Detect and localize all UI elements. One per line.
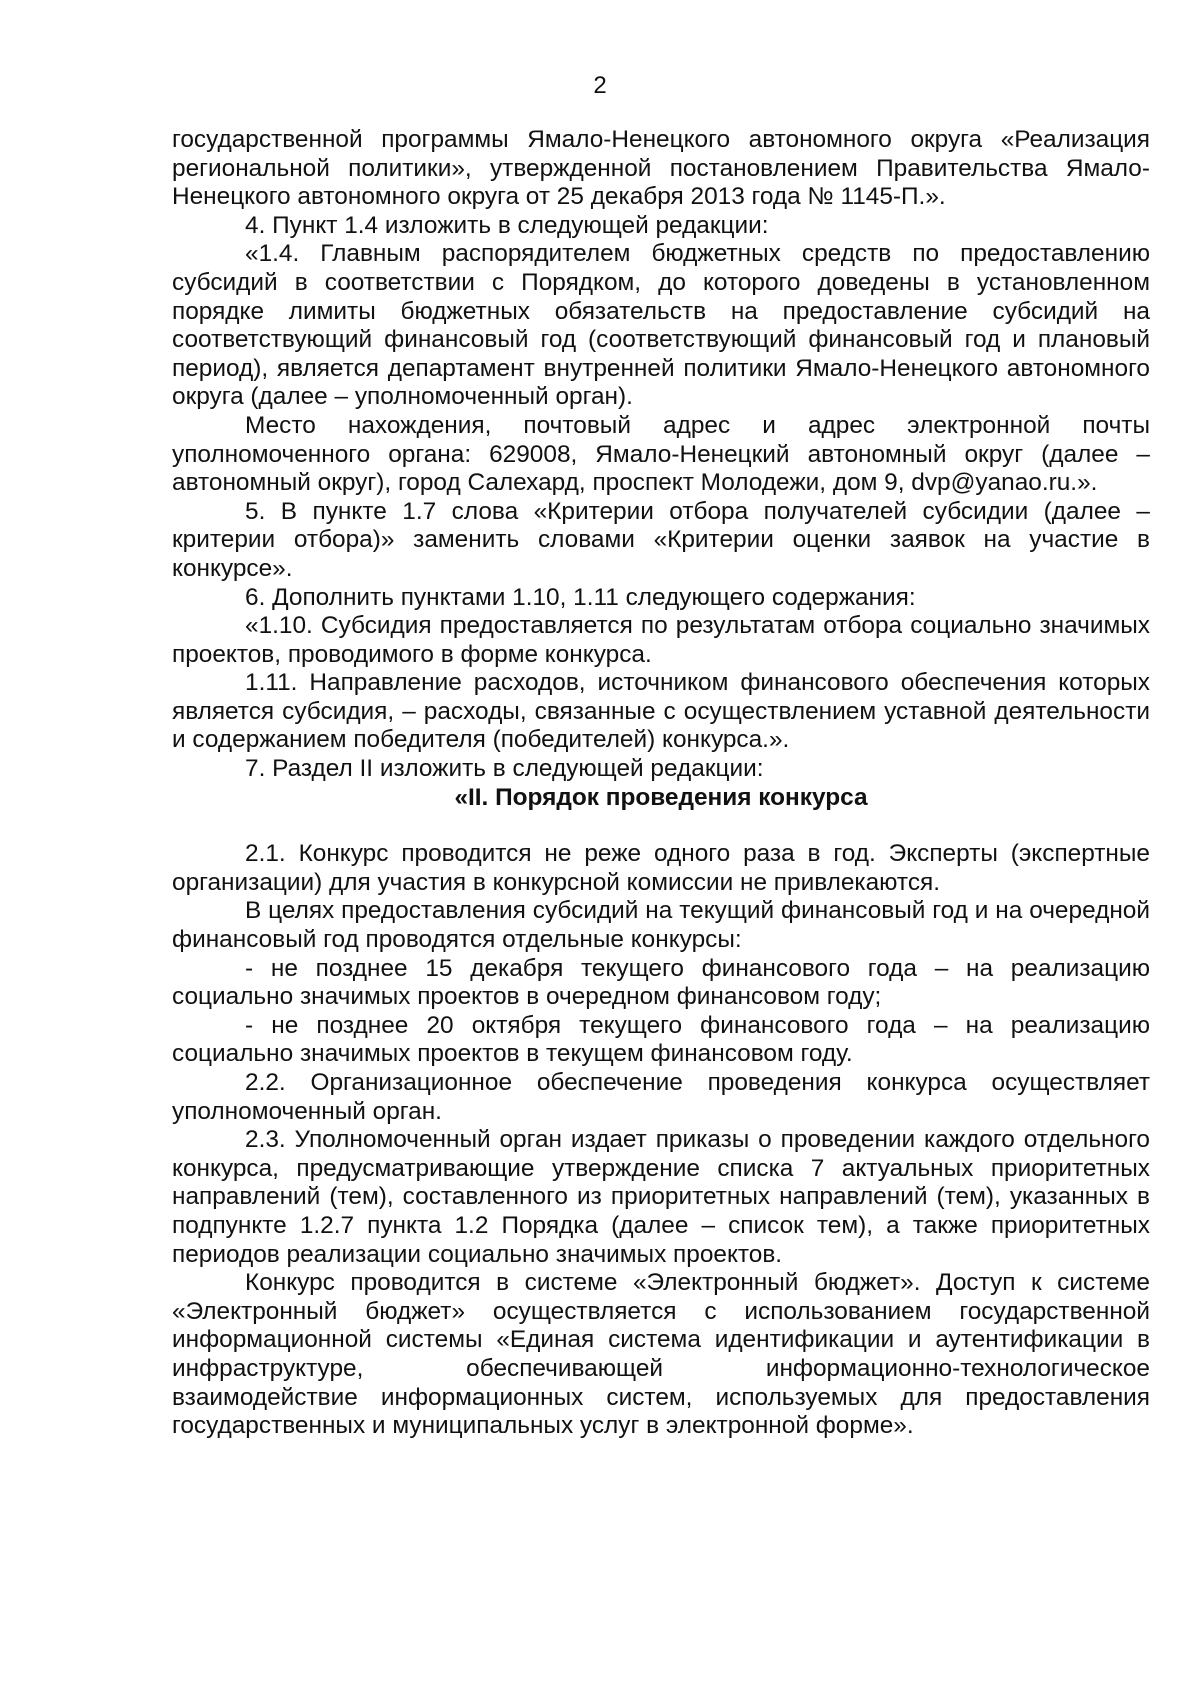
paragraph-clause-1-4: «1.4. Главным распорядителем бюджетных средств по предоставлению субсидий в соответствии с Порядком, до которого доведены в установленном порядке лимиты бюджетных обязательств на предоставление субсидий на соответствующий финансовый год (соответствующий финансовый год и плановый период), является департамент внутренней политики Ямало-Ненецкого автономного округа (далее – уполномоченный орган). [172,240,1150,411]
page-number: 2 [593,72,607,99]
paragraph-clause-2-1: 2.1. Конкурс проводится не реже одного раза в год. Эксперты (экспертные организации) для участия в конкурсной комиссии не привлекаются. [172,840,1150,896]
paragraph-program-continuation: государственной программы Ямало-Ненецкого автономного округа «Реализация региональной политики», утвержденной постановлением Правительства Ямало-Ненецкого автономного округа от 25 декабря 2013 года № 1145-П.». [172,126,1150,211]
paragraph-clause-1-11: 1.11. Направление расходов, источником финансового обеспечения которых является субсидия, – расходы, связанные с осуществлением уставной деятельности и содержанием победителя (победителей) конкурса.». [172,669,1150,754]
section-heading: «II. Порядок проведения конкурса [454,783,868,811]
paragraph-item-4: 4. Пункт 1.4 изложить в следующей редакции: [245,211,769,239]
paragraph-item-7: 7. Раздел II изложить в следующей редакции: [245,755,764,783]
paragraph-deadline-october: - не позднее 20 октября текущего финансового года – на реализацию социально значимых проектов в текущем финансовом году. [172,1011,1150,1068]
paragraph-clause-2-2: 2.2. Организационное обеспечение проведения конкурса осуществляет уполномоченный орган. [172,1069,1150,1125]
paragraph-clause-2-3: 2.3. Уполномоченный орган издает приказы о проведении каждого отдельного конкурса, предусматривающие утверждение списка 7 актуальных приоритетных направлений (тем), составленного из приоритетных направлений (тем), указанных в подпункте 1.2.7 пункта 1.2 Порядка (далее – список тем), а также приоритетных периодов реализации социально значимых проектов. [172,1126,1150,1268]
paragraph-deadline-december: - не позднее 15 декабря текущего финансового года – на реализацию социально значимых проектов в очередном финансовом году; [172,954,1150,1011]
paragraph-item-6: 6. Дополнить пунктами 1.10, 1.11 следующего содержания: [245,583,916,611]
document-body [172,126,1150,1441]
paragraph-separate-contests: В целях предоставления субсидий на текущий финансовый год и на очередной финансовый год проводятся отдельные конкурсы: [172,897,1150,954]
paragraph-location-address: Место нахождения, почтовый адрес и адрес электронной почты уполномоченного органа: 629008, Ямало-Ненецкий автономный округ (далее – автономный округ), город Салехард, проспект Молодежи, дом 9, dvp@yanao.ru.». [172,411,1150,497]
paragraph-electronic-budget: Конкурс проводится в системе «Электронный бюджет». Доступ к системе «Электронный бюджет» осуществляется с использованием государственной информационной системы «Единая система идентификации и аутентификации в инфраструктуре, обеспечивающей информационно-технологическое взаимодействие информационных систем, используемых для предоставления государственных и муниципальных услуг в электронной форме». [172,1269,1150,1440]
paragraph-item-5: 5. В пункте 1.7 слова «Критерии отбора получателей субсидии (далее – критерии отбора)» заменить словами «Критерии оценки заявок на участие в конкурсе». [172,497,1150,582]
paragraph-clause-1-10: «1.10. Субсидия предоставляется по результатам отбора социально значимых проектов, проводимого в форме конкурса. [172,612,1150,668]
